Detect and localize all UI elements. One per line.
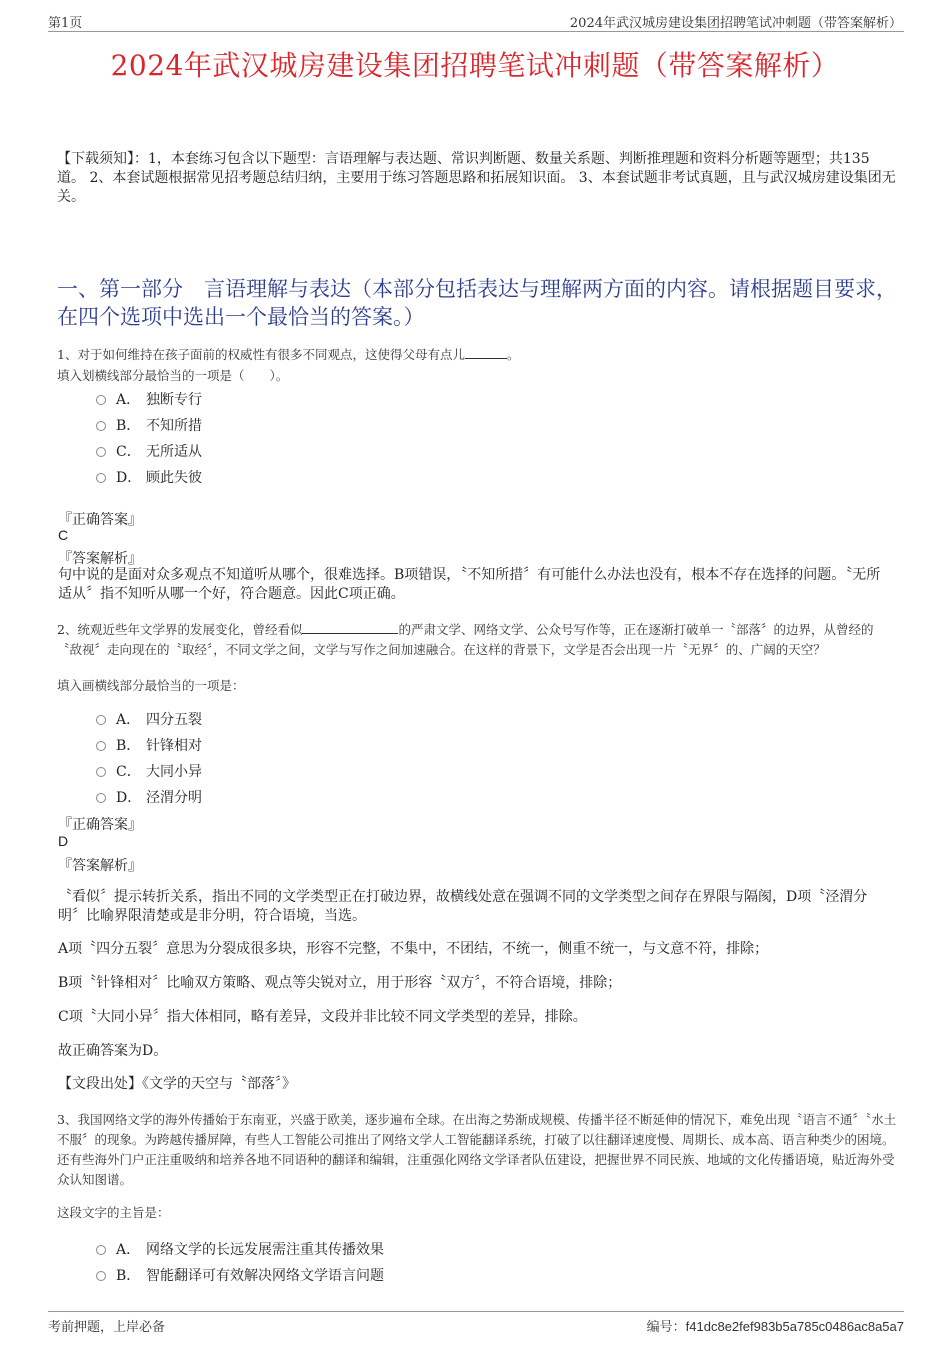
radio-icon[interactable] bbox=[96, 767, 106, 777]
q2-option-d[interactable]: D． 泾渭分明 bbox=[96, 787, 202, 807]
q2-analysis-label: 『答案解析』 bbox=[58, 858, 142, 874]
q2-prompt: 填入画横线部分最恰当的一项是： bbox=[57, 678, 245, 693]
q1-answer-label: 『正确答案』 bbox=[58, 512, 142, 528]
q2-answer-label: 『正确答案』 bbox=[58, 817, 142, 833]
q2-source: 【文段出处】《文学的天空与〝部落〞》 bbox=[58, 1076, 296, 1092]
q1-analysis: 句中说的是面对众多观点不知道听从哪个，很难选择。B项错误，〝不知所措〞有可能什么办法也没有，根本不存在选择的问题。〝无所适从〞指不知听从哪一个好，符合题意。因此C项正确。 bbox=[58, 567, 881, 602]
download-notice: 【下载须知】：1，本套练习包含以下题型：言语理解与表达题、常识判断题、数量关系题、判断推理题和资料分析题等题型；共135道。 2、本套试题根据常见招考题总结归纳，主要用于练习答题思路和拓展知识面。 3、本套试题非考试真题，且与武汉城房建设集团无关。 bbox=[57, 151, 896, 205]
q3-stem: 3、我国网络文学的海外传播始于东南亚，兴盛于欧美，逐步遍布全球。在出海之势渐成规模、传播半径不断延伸的情况下，难免出现〝语言不通〞〝水土不服〞的现象。为跨越传播屏障，有些人工智能公司推出了网络文学人工智能翻译系统，打破了以往翻译速度慢、周期长、成本高、语言种类少的困境。还有些海外门户正注重吸纳和培养各地不同语种的翻译和编辑，注重强化网络文学译者队伍建设，把握世界不同民族、地域的文化传播语境，贴近海外受众认知图谱。 bbox=[57, 1112, 897, 1187]
q1-blank bbox=[465, 346, 507, 359]
section-heading: 一、第一部分 言语理解与表达（本部分包括表达与理解两方面的内容。请根据题目要求，在四个选项中选出一个最恰当的答案。） bbox=[57, 277, 897, 329]
radio-icon[interactable] bbox=[96, 1271, 106, 1281]
footer-code-label: 编号： bbox=[646, 1320, 686, 1335]
q2-analysis-2: A项〝四分五裂〞意思为分裂成很多块，形容不完整，不集中，不团结，不统一，侧重不统一，与文意不符，排除； bbox=[58, 941, 769, 957]
radio-icon[interactable] bbox=[96, 421, 106, 431]
q2-blank bbox=[302, 621, 398, 634]
q2-analysis-5: 故正确答案为D。 bbox=[58, 1043, 168, 1059]
q2-stem: 2、统观近些年文学界的发展变化，曾经看似 的严肃文学、网络文学、公众号写作等，正在逐渐打破单一〝部落〞的边界，从曾经的〝敌视〞走向现在的〝取经〞，不同文学之间，文学与写作之间加速融合。在这样的背景下，文学是否会出现一片〝无界〞的、广阔的天空？ bbox=[57, 622, 874, 657]
q2-option-a[interactable]: A． 四分五裂 bbox=[96, 709, 202, 729]
radio-icon[interactable] bbox=[96, 715, 106, 725]
q1-stem-end: 。 bbox=[506, 347, 520, 362]
q1-option-a[interactable]: A． 独断专行 bbox=[96, 389, 202, 409]
q1-answer: C bbox=[58, 527, 69, 543]
q2-option-c[interactable]: C． 大同小异 bbox=[96, 761, 202, 781]
q1-option-c[interactable]: C． 无所适从 bbox=[96, 441, 202, 461]
page-title: 2024年武汉城房建设集团招聘笔试冲刺题（带答案解析） bbox=[110, 49, 840, 82]
q1-analysis-label: 『答案解析』 bbox=[58, 551, 142, 567]
radio-icon[interactable] bbox=[96, 793, 106, 803]
q3-option-b[interactable]: B． 智能翻译可有效解决网络文学语言问题 bbox=[96, 1265, 384, 1285]
footer-code-value: f41dc8e2fef983b5a785c0486ac8a5a7 bbox=[685, 1319, 904, 1334]
q1-option-d[interactable]: D． 顾此失彼 bbox=[96, 467, 202, 487]
q2-answer: D bbox=[58, 833, 69, 849]
header-divider bbox=[48, 31, 904, 32]
page-number: 第1页 bbox=[48, 16, 83, 31]
q1-option-b[interactable]: B． 不知所措 bbox=[96, 415, 202, 435]
radio-icon[interactable] bbox=[96, 447, 106, 457]
radio-icon[interactable] bbox=[96, 741, 106, 751]
radio-icon[interactable] bbox=[96, 473, 106, 483]
radio-icon[interactable] bbox=[96, 1245, 106, 1255]
q1-prompt: 填入划横线部分最恰当的一项是（ ）。 bbox=[57, 368, 289, 383]
q1-stem bbox=[57, 345, 897, 365]
footer-divider bbox=[48, 1311, 904, 1312]
q3-option-a[interactable]: A． 网络文学的长远发展需注重其传播效果 bbox=[96, 1239, 384, 1259]
q2-analysis-4: C项〝大同小异〞指大体相同，略有差异，文段并非比较不同文学类型的差异，排除。 bbox=[58, 1009, 587, 1025]
header-doc-title: 2024年武汉城房建设集团招聘笔试冲刺题（带答案解析） bbox=[569, 16, 902, 31]
q2-analysis-3: B项〝针锋相对〞比喻双方策略、观点等尖锐对立，用于形容〝双方〞，不符合语境，排除； bbox=[58, 975, 622, 991]
footer-slogan: 考前押题，上岸必备 bbox=[48, 1320, 166, 1335]
radio-icon[interactable] bbox=[96, 395, 106, 405]
q3-prompt: 这段文字的主旨是： bbox=[57, 1205, 170, 1220]
q2-option-b[interactable]: B． 针锋相对 bbox=[96, 735, 202, 755]
q2-analysis-1: 〝看似〞提示转折关系，指出不同的文学类型正在打破边界，故横线处意在强调不同的文学类型之间存在界限与隔阂，D项〝泾渭分明〞比喻界限清楚或是非分明，符合语境，当选。 bbox=[58, 889, 868, 924]
q1-stem-text: 1、对于如何维持在孩子面前的权威性有很多不同观点，这使得父母有点儿 bbox=[57, 347, 465, 362]
footer-code bbox=[647, 1316, 904, 1335]
